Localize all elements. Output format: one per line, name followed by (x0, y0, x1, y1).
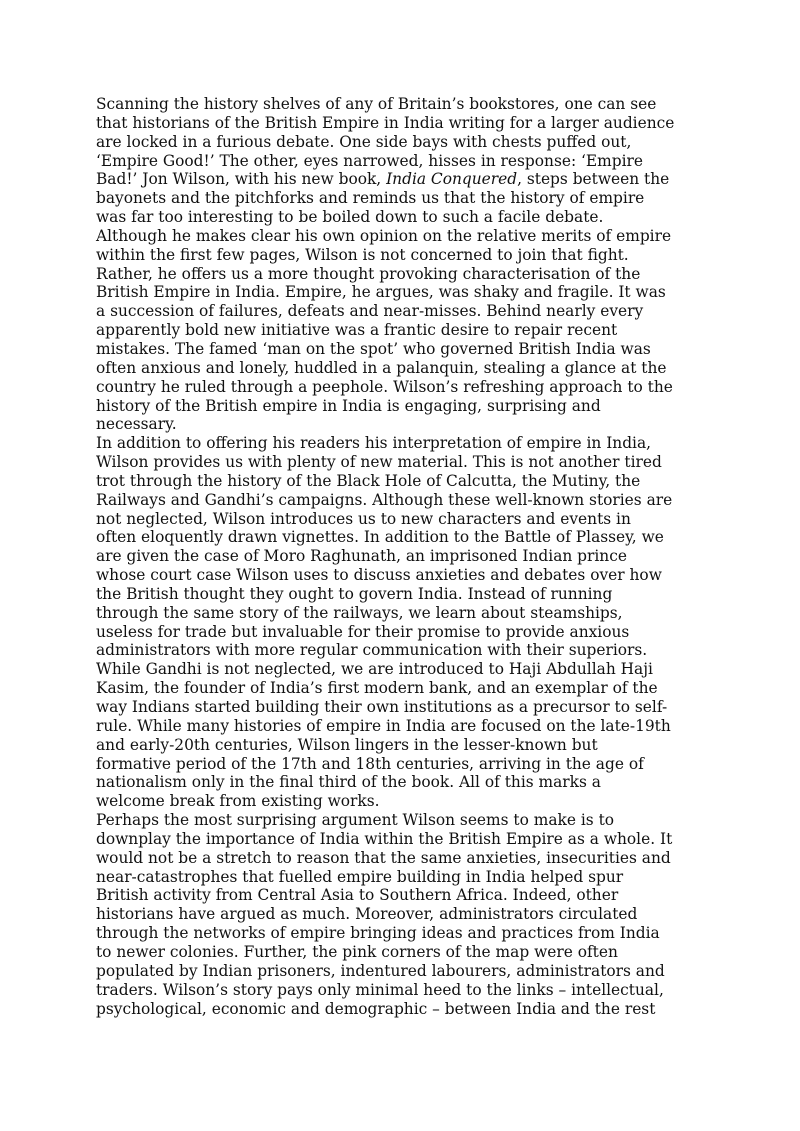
text-line: that historians of the British Empire in India writing for a larger audience (96, 113, 675, 132)
document-body (96, 95, 708, 1018)
text-line: Scanning the history shelves of any of Britain’s bookstores, one can see (96, 95, 657, 113)
text-line: welcome break from existing works. (96, 792, 380, 811)
text-line: the British thought they ought to govern India. Instead of running (96, 584, 613, 603)
text-line: to newer colonies. Further, the pink corners of the map were often (96, 942, 618, 961)
text-line: useless for trade but invaluable for their promise to provide anxious (96, 622, 630, 641)
text-line: within the first few pages, Wilson is not concerned to join that fight. (96, 245, 629, 264)
text-line: downplay the importance of India within the British Empire as a whole. It (96, 829, 673, 848)
text-line: mistakes. The famed ‘man on the spot’ who governed British India was (96, 339, 651, 358)
book-title: India Conquered (386, 170, 518, 189)
text-line: historians have argued as much. Moreover, administrators circulated (96, 905, 638, 924)
text-line: Rather, he offers us a more thought provoking characterisation of the (96, 264, 641, 283)
text-line: Kasim, the founder of India’s first modern bank, and an exemplar of the (96, 679, 658, 698)
text-line: are given the case of Moro Raghunath, an imprisoned Indian prince (96, 547, 627, 566)
text-line: Railways and Gandhi’s campaigns. Although these well-known stories are (96, 490, 673, 509)
text-line: Wilson provides us with plenty of new material. This is not another tired (96, 453, 662, 472)
text-line: not neglected, Wilson introduces us to new characters and events in (96, 509, 631, 528)
text-line: often anxious and lonely, huddled in a palanquin, stealing a glance at the (96, 358, 667, 377)
text-line: a succession of failures, defeats and near-misses. Behind nearly every (96, 302, 644, 321)
text-line: was far too interesting to be boiled down to such a facile debate. (96, 208, 604, 227)
paragraph (96, 434, 708, 811)
text-line: Bad!’ Jon Wilson, with his new book, India Conquered, steps between the (96, 170, 670, 189)
text-line: administrators with more regular communication with their superiors. (96, 641, 648, 660)
text-line: country he ruled through a peephole. Wilson’s refreshing approach to the (96, 377, 673, 396)
text-line: British Empire in India. Empire, he argues, was shaky and fragile. It was (96, 283, 666, 302)
text-line: In addition to offering his readers his interpretation of empire in India, (96, 434, 652, 453)
text-line: Perhaps the most surprising argument Wilson seems to make is to (96, 811, 615, 830)
text-line: often eloquently drawn vignettes. In addition to the Battle of Plassey, we (96, 528, 664, 547)
text-line: history of the British empire in India is engaging, surprising and (96, 396, 601, 415)
text-line: apparently bold new initiative was a frantic desire to repair recent (96, 321, 618, 340)
text-line: bayonets and the pitchforks and reminds us that the history of empire (96, 189, 645, 208)
text-line: British activity from Central Asia to Southern Africa. Indeed, other (96, 886, 619, 905)
text-line: would not be a stretch to reason that the same anxieties, insecurities and (96, 848, 671, 867)
text-line: Although he makes clear his own opinion on the relative merits of empire (96, 226, 672, 245)
text-line: near-catastrophes that fuelled empire building in India helped spur (96, 867, 624, 886)
text-line: and early-20th centuries, Wilson lingers in the lesser-known but (96, 735, 598, 754)
text-line: trot through the history of the Black Hole of Calcutta, the Mutiny, the (96, 471, 641, 490)
text-line: ‘Empire Good!’ The other, eyes narrowed, hisses in response: ‘Empire (96, 151, 643, 170)
text-line: through the same story of the railways, we learn about steamships, (96, 603, 623, 622)
text-line: traders. Wilson’s story pays only minimal heed to the links – intellectual, (96, 980, 664, 999)
text-line: populated by Indian prisoners, indentured labourers, administrators and (96, 961, 665, 980)
text-line: formative period of the 17th and 18th centuries, arriving in the age of (96, 754, 644, 773)
text-line: rule. While many histories of empire in India are focused on the late-19th (96, 716, 671, 735)
text-line: nationalism only in the final third of the book. All of this marks a (96, 773, 601, 792)
paragraph (96, 95, 708, 434)
text-line: way Indians started building their own institutions as a precursor to self- (96, 698, 668, 716)
text-line: are locked in a furious debate. One side bays with chests puffed out, (96, 132, 632, 151)
text-line: While Gandhi is not neglected, we are introduced to Haji Abdullah Haji (96, 660, 653, 679)
text-line: through the networks of empire bringing ideas and practices from India (96, 924, 660, 943)
text-line: whose court case Wilson uses to discuss anxieties and debates over how (96, 566, 662, 585)
text-line: necessary. (96, 415, 177, 434)
paragraph (96, 811, 708, 1018)
text-line: psychological, economic and demographic – between India and the rest (96, 999, 656, 1018)
